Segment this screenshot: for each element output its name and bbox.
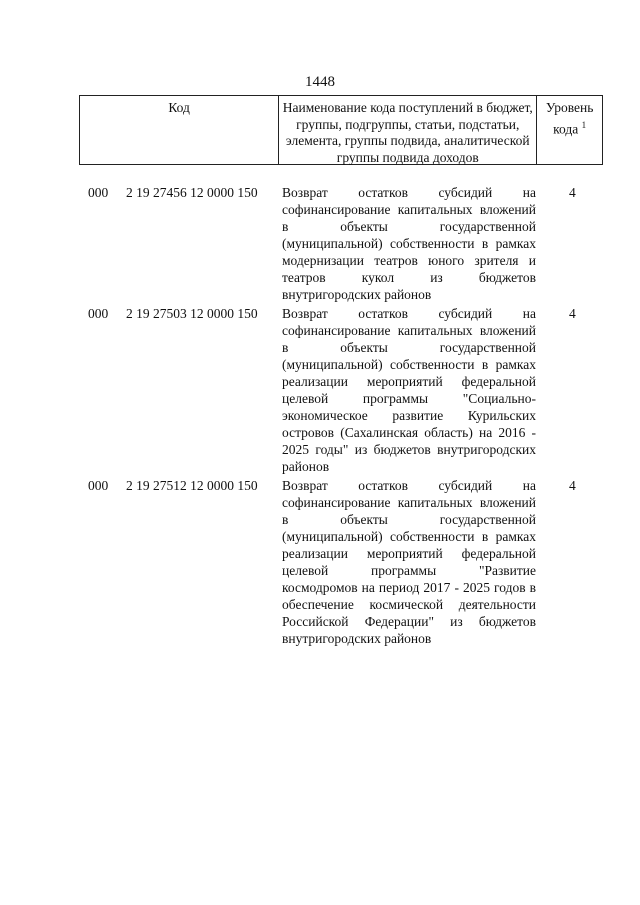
table-row <box>0 184 640 303</box>
row-code: 2 19 27512 12 0000 150 <box>126 478 258 493</box>
table-header <box>79 95 603 165</box>
header-name: Наименование кода поступлений в бюджет, группы, подгруппы, статьи, подстатьи, элемента, группы подвида, аналитической группы подвида доходов <box>279 96 537 164</box>
row-prefix: 000 <box>88 478 109 493</box>
header-level <box>537 96 602 164</box>
row-prefix: 000 <box>88 185 109 200</box>
header-code: Код <box>80 96 279 164</box>
row-prefix: 000 <box>88 306 109 321</box>
table-body <box>0 184 640 649</box>
row-level: 4 <box>569 185 576 200</box>
row-level: 4 <box>569 478 576 493</box>
header-level-label: Уровень кода <box>545 100 594 136</box>
row-name: Возврат остатков субсидий на софинансирование капитальных вложений в объекты государственной (муниципальной) собственности в рамках модернизации театров юного зрителя и театров кукол из бюджетов внутригородских районов <box>282 185 536 302</box>
row-name: Возврат остатков субсидий на софинансирование капитальных вложений в объекты государственной (муниципальной) собственности в рамках реализации мероприятий федеральной целевой программы "Развитие космодромов на период 2017 - 2025 годов в обеспечение космической деятельности Российской Федерации" из бюджетов внутригородских районов <box>282 478 536 646</box>
row-level: 4 <box>569 306 576 321</box>
header-level-footnote: 1 <box>581 119 587 130</box>
table-row <box>0 305 640 475</box>
table-row <box>0 477 640 647</box>
page-number: 1448 <box>305 74 335 90</box>
row-code: 2 19 27456 12 0000 150 <box>126 185 258 200</box>
row-name: Возврат остатков субсидий на софинансирование капитальных вложений в объекты государственной (муниципальной) собственности в рамках реализации мероприятий федеральной целевой программы "Социально-экономическое развитие Курильских островов (Сахалинская область) на 2016 - 2025 годы" из бюджетов внутригородских районов <box>282 306 536 474</box>
row-code: 2 19 27503 12 0000 150 <box>126 306 258 321</box>
